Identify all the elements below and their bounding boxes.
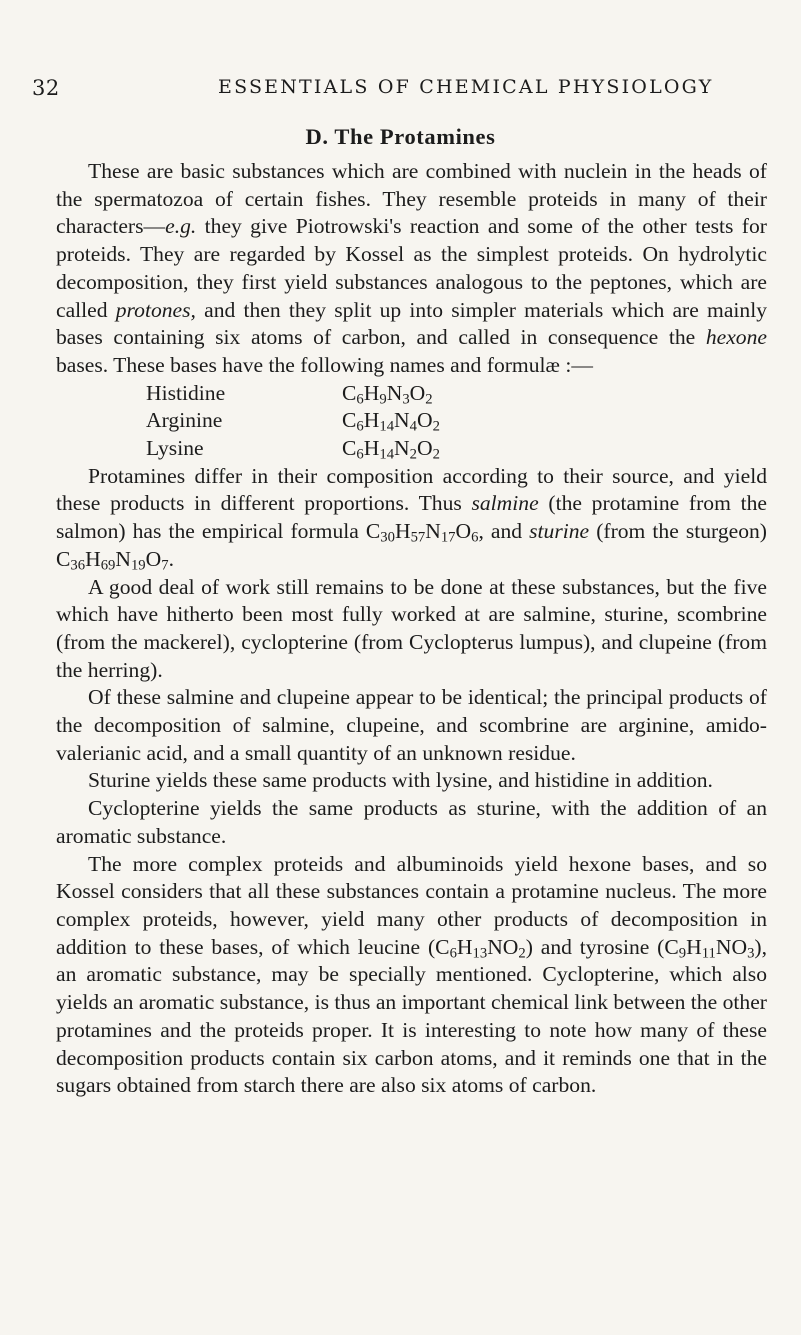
paragraph-intro: These are basic substances which are combined with nuclein in the heads of the spermatozoa of certain fishes. They resemble proteids in many of their characters—e.g. they give Piotrowski's reaction and some of the other tests for proteids. They are regarded by Kossel as the simplest proteids. On hydrolytic decomposition, they first yield substances analogous to the peptones, which are called protones, and then they split up into simpler materials which are mainly bases containing six atoms of carbon, and called in consequence the hexone bases. These bases have the following names and formulæ :— <box>56 159 767 377</box>
page-number: 32 <box>32 76 60 100</box>
eg-italic: e.g. <box>165 214 197 239</box>
paragraph-cyclopterine: Cyclopterine yields the same products as sturine, with the addition of an aromatic substance. <box>56 796 767 848</box>
base-name: Histidine <box>146 380 226 405</box>
term-sturine: sturine <box>529 519 590 544</box>
base-row <box>146 407 440 435</box>
base-name: Arginine <box>146 408 223 433</box>
term-hexone: hexone <box>705 325 767 350</box>
term-protones: protones, <box>115 297 196 322</box>
sturine-formula: $C_{36}H_{69}N_{19}O_7$ <box>56 546 169 574</box>
base-formula: $C_6H_{14}N_2O_2$ <box>342 436 440 463</box>
page-header <box>32 76 761 106</box>
body-text <box>56 158 767 1100</box>
base-row <box>146 435 440 463</box>
running-head: ESSENTIALS OF CHEMICAL PHYSIOLOGY <box>218 76 714 98</box>
term-salmine: salmine <box>471 491 539 516</box>
base-formula: $C_6H_{14}N_4O_2$ <box>342 408 440 435</box>
leucine-formula: $C_6H_{13}NO_2$ <box>435 934 526 962</box>
paragraph-salmine-clupeine: Of these salmine and clupeine appear to be identical; the principal products of the decomposition of salmine, clupeine, and scombrine are arginine, amido-valerianic acid, and a small quantity of an unknown residue. <box>56 685 767 765</box>
paragraph-complex-proteids: The more complex proteids and albuminoids yield hexone bases, and so Kossel considers that all these substances contain a protamine nucleus. The more complex proteids, however, yield many other products of decomposition in addition to these bases, of which leucine $(C_6H_{13}NO_2)$ and tyrosine $(C_9H_{11}NO_3)$, an aromatic substance, may be specially mentioned. Cyclopterine, which also yields an aromatic substance, is thus an important chemical link between the other protamines and the proteids proper. It is interesting to note how many of these decomposition products contain six carbon atoms, and it reminds one that in the sugars obtained from starch there are also six atoms of carbon. <box>56 851 767 1098</box>
base-formula: $C_6H_9N_3O_2$ <box>342 380 433 408</box>
section-title: D. The Protamines <box>305 124 496 149</box>
paragraph-five-protamines: A good deal of work still remains to be done at these substances, but the five which have hitherto been most fully worked at are salmine, sturine, scombrine (from the mackerel), cyclopterine (from Cyclopterus lumpus), and clupeine (from the herring). <box>56 574 767 682</box>
base-row <box>146 380 440 408</box>
tyrosine-formula: $C_9H_{11}NO_3$ <box>664 934 755 962</box>
salmine-formula: $C_{30}H_{57}N_{17}O_6$ <box>365 519 479 546</box>
base-name: Lysine <box>146 436 204 461</box>
paragraph-composition: Protamines differ in their composition according to their source, and yield these products in different proportions. Thus salmine (the protamine from the salmon) has the empirical formula $C_{30}H_{57}N_{17}O_6$, and sturine (from the sturgeon) $C_{36}H_{69}N_{19}O_7$. <box>56 463 767 574</box>
hexone-bases-table <box>146 380 440 463</box>
paragraph-sturine: Sturine yields these same products with lysine, and histidine in addition. <box>88 768 713 793</box>
